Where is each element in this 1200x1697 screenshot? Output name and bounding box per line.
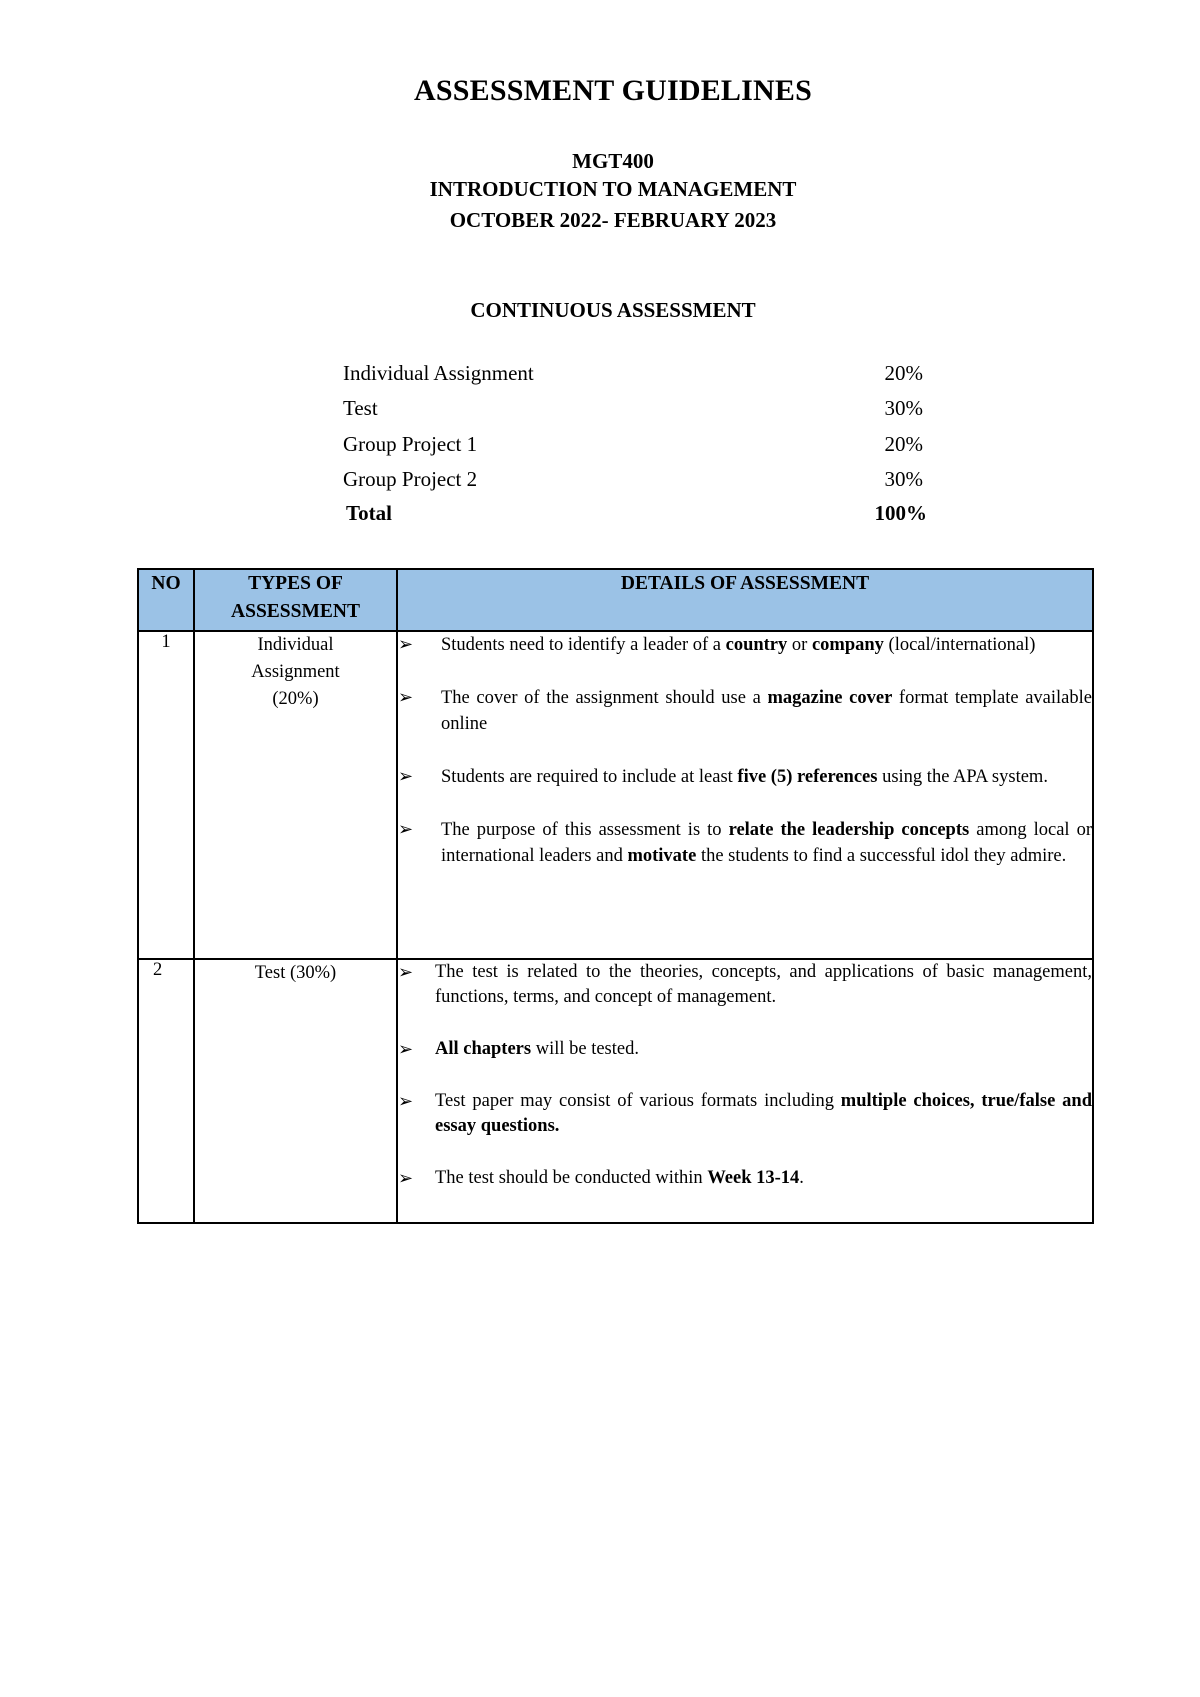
detail-bullet xyxy=(398,685,1092,737)
header-types-of-assessment xyxy=(194,569,397,631)
detail-text: The cover of the assignment should use a xyxy=(441,688,768,708)
detail-bullet xyxy=(398,817,1092,869)
detail-text: will be tested. xyxy=(531,1039,639,1059)
assessment-type-line: Test (30%) xyxy=(254,963,337,983)
ca-item-group-project-1 xyxy=(343,432,923,466)
detail-text: The test is related to the theories, concepts, and applications of basic management, functions, terms, and concept of management. xyxy=(435,962,1092,1007)
detail-text: or xyxy=(787,635,812,655)
continuous-assessment-heading: CONTINUOUS ASSESSMENT xyxy=(470,298,756,322)
detail-bullet xyxy=(398,632,1092,658)
detail-text: The purpose of this assessment is to xyxy=(441,820,729,840)
arrowhead-bullet-icon: ➢ xyxy=(398,766,414,787)
row-number: 2 xyxy=(138,959,194,1223)
detail-text: Students are required to include at least xyxy=(441,767,738,787)
detail-text: using the APA system. xyxy=(877,767,1048,787)
header-details-of-assessment: DETAILS OF ASSESSMENT xyxy=(397,569,1093,631)
ca-item-percent: 20% xyxy=(884,361,923,385)
bold-text: five (5) references xyxy=(737,767,878,787)
detail-bullet xyxy=(398,1037,1092,1062)
ca-item-label: Test xyxy=(343,396,378,420)
arrowhead-bullet-icon: ➢ xyxy=(398,687,414,708)
ca-item-label: Group Project 2 xyxy=(343,467,478,491)
assessment-type-line: Individual xyxy=(257,635,334,655)
row-number: 1 xyxy=(138,631,194,959)
bold-text: magazine cover xyxy=(767,688,893,708)
detail-bullet xyxy=(398,1166,1092,1191)
header-type-line: TYPES OF xyxy=(248,573,343,594)
detail-text: among local or international leaders and xyxy=(441,820,1093,866)
detail-text: . xyxy=(799,1168,804,1188)
ca-item-percent: 30% xyxy=(884,467,923,491)
assessment-type-line: (20%) xyxy=(272,689,319,709)
assessment-type-line: Assignment xyxy=(251,662,340,682)
course-code: MGT400 xyxy=(572,149,654,173)
ca-item-group-project-2 xyxy=(343,467,923,501)
semester: OCTOBER 2022- FEBRUARY 2023 xyxy=(449,208,777,232)
detail-bullet xyxy=(398,1089,1092,1139)
assessment-type xyxy=(194,631,397,959)
details-bullet-list xyxy=(398,960,1092,1191)
assessment-type xyxy=(194,959,397,1223)
ca-item-individual-assignment xyxy=(343,361,923,395)
detail-text: format template available online xyxy=(441,688,1092,734)
detail-bullet xyxy=(398,960,1092,1010)
assessment-table xyxy=(137,568,1094,1224)
detail-text: Students need to identify a leader of a xyxy=(441,635,726,655)
document-title: ASSESSMENT GUIDELINES xyxy=(414,74,812,107)
bold-text: Week 13-14 xyxy=(707,1168,800,1188)
bold-text: country xyxy=(725,635,788,655)
assessment-details xyxy=(397,959,1093,1223)
header-type-line: ASSESSMENT xyxy=(231,601,360,622)
ca-item-test xyxy=(343,396,923,430)
ca-total-label: Total xyxy=(346,501,392,525)
ca-item-label: Individual Assignment xyxy=(343,361,534,385)
detail-text: Test paper may consist of various formats including xyxy=(435,1091,841,1111)
ca-item-percent: 30% xyxy=(884,396,923,420)
detail-bullet xyxy=(398,764,1092,790)
assessment-details xyxy=(397,631,1093,959)
arrowhead-bullet-icon: ➢ xyxy=(398,1039,414,1060)
bold-text: multiple choices, true/false and essay questions. xyxy=(435,1091,1093,1136)
ca-item-percent: 20% xyxy=(884,432,923,456)
bold-text: All chapters xyxy=(435,1039,532,1059)
ca-total xyxy=(343,501,927,535)
details-bullet-list xyxy=(398,632,1092,869)
bold-text: motivate xyxy=(627,846,697,866)
bold-text: relate the leadership concepts xyxy=(728,820,970,840)
arrowhead-bullet-icon: ➢ xyxy=(398,962,414,983)
header-no: NO xyxy=(138,569,194,631)
course-name: INTRODUCTION TO MANAGEMENT xyxy=(429,177,797,201)
arrowhead-bullet-icon: ➢ xyxy=(398,1168,414,1189)
arrowhead-bullet-icon: ➢ xyxy=(398,819,414,840)
ca-item-label: Group Project 1 xyxy=(343,432,478,456)
detail-text: The test should be conducted within xyxy=(435,1168,708,1188)
table-header-row xyxy=(138,569,1093,631)
table-row xyxy=(138,959,1093,1223)
bold-text: company xyxy=(811,635,884,655)
table-row xyxy=(138,631,1093,959)
ca-total-percent: 100% xyxy=(874,501,927,525)
detail-text: the students to find a successful idol they admire. xyxy=(696,846,1067,866)
detail-text: (local/international) xyxy=(883,635,1036,655)
arrowhead-bullet-icon: ➢ xyxy=(398,1091,414,1112)
arrowhead-bullet-icon: ➢ xyxy=(398,634,414,655)
